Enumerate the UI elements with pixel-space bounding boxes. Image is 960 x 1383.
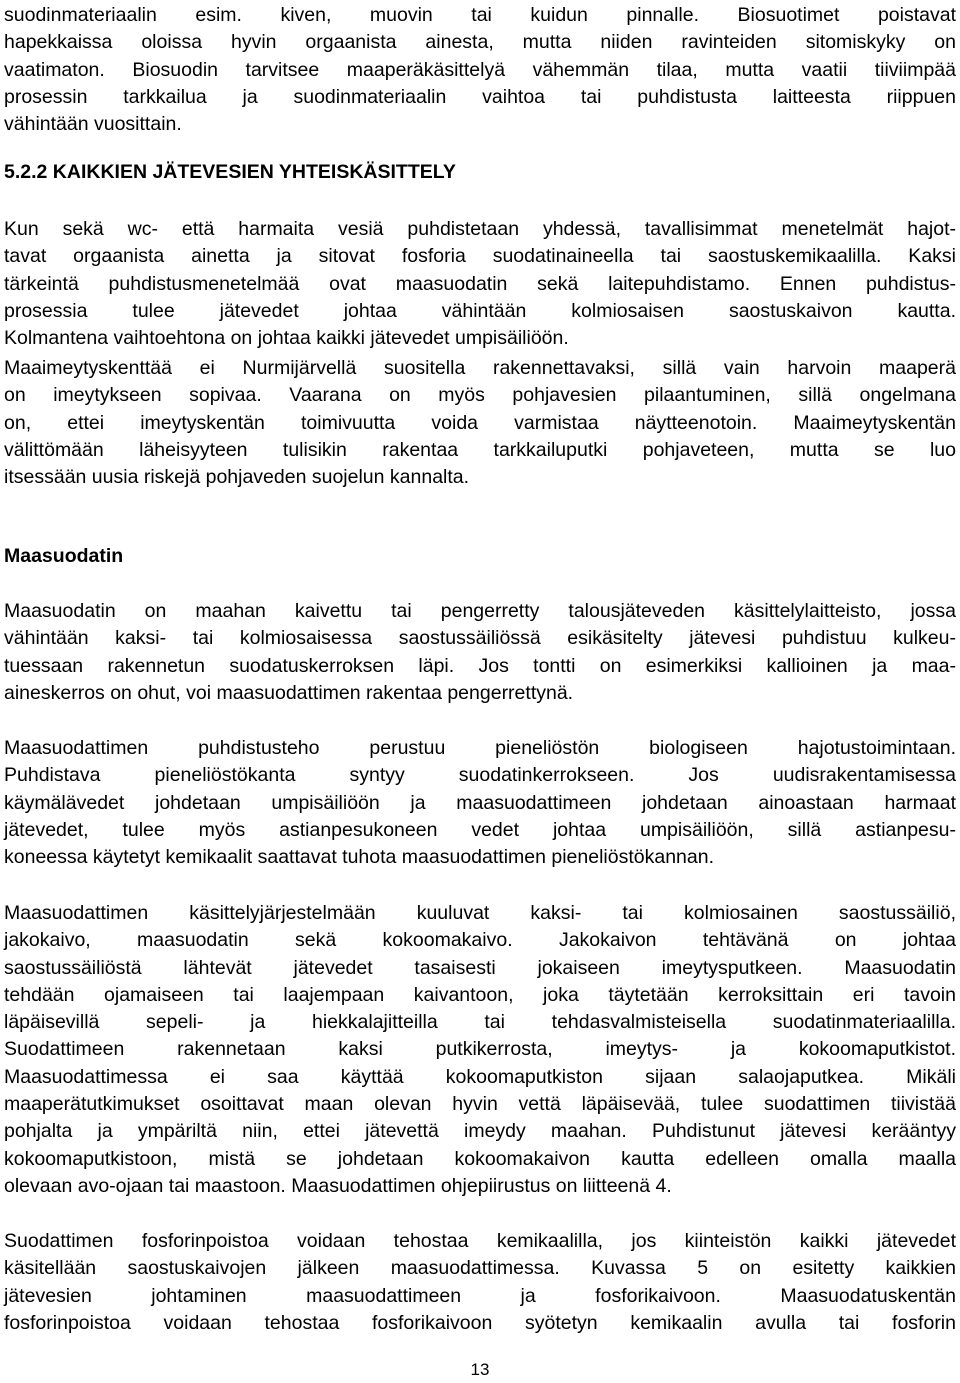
subheading: Maasuodatin [4,545,124,567]
page-number: 13 [470,1360,490,1379]
text-line: läpäisevillä sepeli- ja hiekkalajitteilla tai tehdasvalmisteisella suodatinmateriaalilla. [4,1011,956,1034]
text-line: Kolmantena vaihtoehtona on johtaa kaikki jätevedet umpisäiliöön. [4,327,569,350]
text-line: Maasuodattimen puhdistusteho perustuu pieneliöstön biologiseen hajotustoimintaan. [4,737,956,759]
paragraph-3 [4,598,956,707]
paragraph-6 [4,1228,956,1337]
text-line: jätevedet, tulee myös astianpesukoneen vedet johtaa umpisäiliöön, sillä astianpesu- [4,818,956,841]
text-line: Suodattimeen rakennetaan kaksi putkikerrosta, imeytys- ja kokoomaputkistot. [4,1038,956,1061]
text-line: kokoomaputkistoon, mistä se johdetaan kokoomakaivon kautta edelleen omalla maalla [4,1147,956,1170]
text-line: koneessa käytetyt kemikaalit saattavat tuhota maasuodattimen pieneliöstökannan. [4,846,715,869]
text-line: suodinmateriaalin esim. kiven, muovin tai kuidun pinnalle. Biosuotimet poistavat [4,4,956,26]
text-line: käymälävedet johdetaan umpisäiliöön ja maasuodattimeen johdetaan ainoastaan harmaat [4,791,956,814]
paragraph-4 [4,735,956,871]
text-line: tärkeintä puhdistusmenetelmää ovat maasuodatin sekä laitepuhdistamo. Ennen puhdistus- [4,272,956,295]
text-line: maaperätutkimukset osoittavat maan olevan hyvin vettä läpäisevää, tulee suodattimen tiivistää [4,1093,956,1116]
text-line: tehdään ojamaiseen tai laajempaan kaivantoon, joka täytetään kerroksittain eri tavoin [4,983,956,1006]
text-line: Puhdistava pieneliöstökanta syntyy suodatinkerrokseen. Jos uudisrakentamisessa [4,764,956,787]
text-line: vaatimaton. Biosuodin tarvitsee maaperäkäsittelyä vähemmän tilaa, mutta vaatii tiiviimpää [4,58,956,81]
text-line: olevaan avo-ojaan tai maastoon. Maasuodattimen ohjepiirustus on liitteenä 4. [4,1174,672,1197]
text-line: Suodattimen fosforinpoistoa voidaan tehostaa kemikaalilla, jos kiinteistön kaikki jätevedet [4,1230,956,1252]
text-line: jätevesien johtaminen maasuodattimeen ja fosforikaivoon. Maasuodatuskentän [4,1284,956,1307]
text-line: Maasuodatin on maahan kaivettu tai pengerretty talousjäteveden käsittelylaitteisto, jossa [4,600,956,622]
paragraph-5 [4,900,956,1200]
text-line: pohjalta ja ympäriltä niin, ettei jätevettä imeydy maahan. Puhdistunut jätevesi kerääntyy [4,1120,956,1143]
text-line: on imeytykseen sopivaa. Vaarana on myös pohjavesien pilaantuminen, sillä ongelmana [4,384,956,407]
text-line: saostussäiliöstä lähtevät jätevedet tasaisesti jokaiseen imeytysputkeen. Maasuodatin [4,956,956,979]
text-line: prosessin tarkkailua ja suodinmateriaalin vaihtoa tai puhdistusta laitteesta riippuen [4,85,956,108]
text-line: aineskerros on ohut, voi maasuodattimen rakentaa pengerrettynä. [4,681,574,704]
text-line: Maaimeytyskenttää ei Nurmijärvellä suositella rakennettavaksi, sillä vain harvoin maaperä [4,357,956,379]
text-line: välittömään läheisyyteen tulisikin rakentaa tarkkailuputki pohjaveteen, mutta se luo [4,438,956,461]
text-line: itsessään uusia riskejä pohjaveden suojelun kannalta. [4,466,470,489]
text-line: vähintään vuosittain. [4,113,182,136]
text-line: vähintään kaksi- tai kolmiosaisessa saostussäiliössä esikäsitelty jätevesi puhdistuu kulkeu- [4,627,956,650]
text-line: tavat orgaanista ainetta ja sitovat fosforia suodatinaineella tai saostuskemikaalilla. Kaksi [4,245,956,268]
text-line: hapekkaissa oloissa hyvin orgaanista ainesta, mutta niiden ravinteiden sitomiskyky on [4,31,956,54]
text-line: tuessaan rakennetun suodatuskerroksen läpi. Jos tontti on esimerkiksi kallioinen ja maa- [4,654,956,677]
text-line: on, ettei imeytyskentän toimivuutta voida varmistaa näytteenotoin. Maaimeytyskentän [4,411,956,434]
intro-paragraph [4,2,956,138]
text-line: jakokaivo, maasuodatin sekä kokoomakaivo. Jakokaivon tehtävänä on johtaa [4,929,956,952]
text-line: fosforinpoistoa voidaan tehostaa fosforikaivoon syötetyn kemikaalin avulla tai fosforin [4,1311,956,1334]
text-line: Kun sekä wc- että harmaita vesiä puhdistetaan yhdessä, tavallisimmat menetelmät hajot- [4,218,956,240]
text-line: Maasuodattimessa ei saa käyttää kokoomaputkiston sijaan salaojaputkea. Mikäli [4,1065,956,1088]
text-line: käsitellään saostuskaivojen jälkeen maasuodattimessa. Kuvassa 5 on esitetty kaikkien [4,1257,956,1280]
paragraph-2 [4,355,956,491]
text-line: Maasuodattimen käsittelyjärjestelmään kuuluvat kaksi- tai kolmiosainen saostussäiliö, [4,902,956,924]
text-line: prosessia tulee jätevedet johtaa vähintään kolmiosaisen saostuskaivon kautta. [4,299,956,322]
paragraph-1 [4,216,956,352]
section-heading: 5.2.2 KAIKKIEN JÄTEVESIEN YHTEISKÄSITTELY [4,161,456,183]
